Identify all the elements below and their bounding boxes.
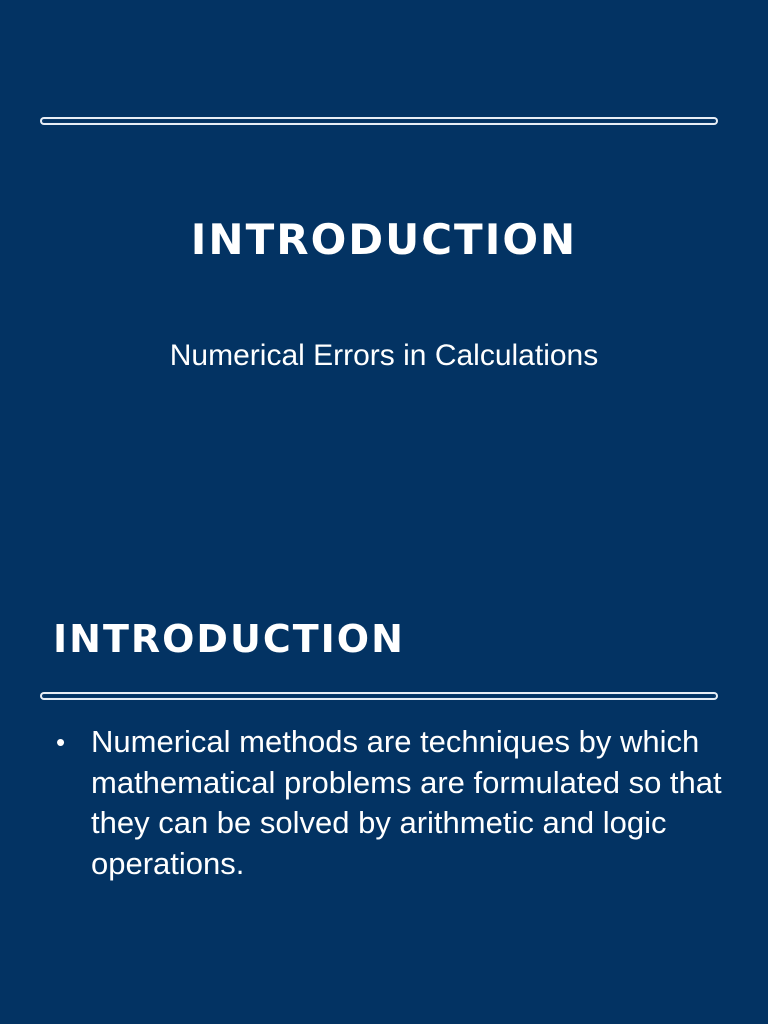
bullet-item: [56, 722, 736, 884]
divider-line: [40, 692, 718, 700]
slide-subtitle: Numerical Errors in Calculations: [169, 339, 599, 372]
slide-content-heading: INTRODUCTION: [53, 617, 405, 661]
bullet-list: [56, 722, 736, 884]
bullet-text: Numerical methods are techniques by which mathematical problems are formulated so that they can be solved by arithmetic and logic operations.: [91, 724, 722, 881]
slide-content: [0, 512, 768, 1024]
bullet-point-icon: •: [56, 727, 66, 757]
divider-line: [40, 117, 718, 125]
slide-title-heading: INTRODUCTION: [190, 215, 578, 264]
